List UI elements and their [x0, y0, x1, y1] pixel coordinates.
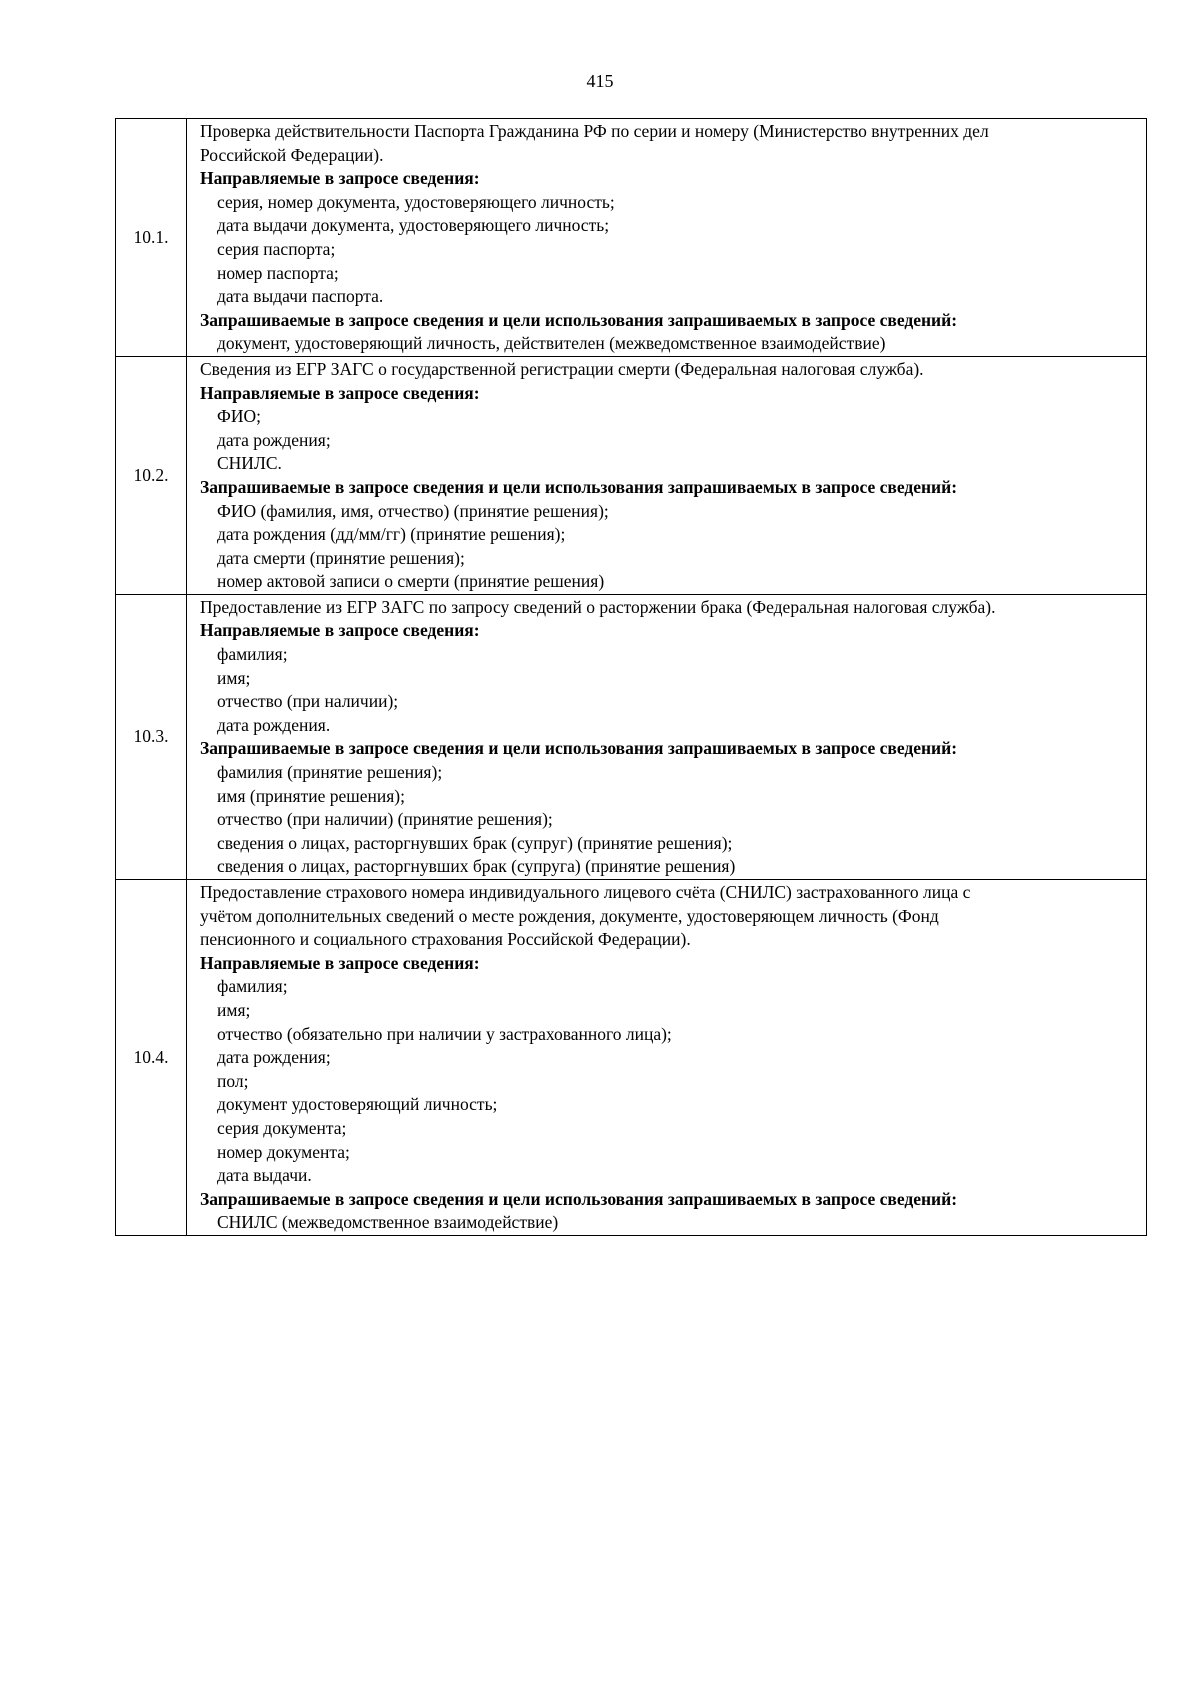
- sent-item: серия, номер документа, удостоверяющего личность;: [217, 191, 615, 212]
- sent-item: фамилия;: [217, 644, 288, 665]
- requested-item: документ, удостоверяющий личность, действителен (межведомственное взаимодействие): [217, 333, 886, 354]
- sent-item: фамилия;: [217, 976, 288, 997]
- row-number: 10.3.: [116, 594, 187, 879]
- requested-item: сведения о лицах, расторгнувших брак (супруга) (принятие решения): [217, 856, 736, 877]
- sent-item: дата выдачи документа, удостоверяющего личность;: [217, 215, 610, 236]
- requested-heading: Запрашиваемые в запросе сведения и цели использования запрашиваемых в запросе сведений:: [200, 476, 958, 497]
- requested-heading: Запрашиваемые в запросе сведения и цели использования запрашиваемых в запросе сведений:: [200, 1188, 958, 1209]
- sent-item: серия паспорта;: [217, 238, 336, 259]
- sent-item: серия документа;: [217, 1117, 347, 1138]
- requested-item: ФИО (фамилия, имя, отчество) (принятие решения);: [217, 500, 609, 521]
- row-number: 10.4.: [116, 880, 187, 1236]
- requested-heading: Запрашиваемые в запросе сведения и цели использования запрашиваемых в запросе сведений:: [200, 309, 958, 330]
- sent-item: дата рождения;: [217, 1047, 331, 1068]
- page-number: 415: [586, 71, 614, 91]
- sent-item: документ удостоверяющий личность;: [217, 1094, 498, 1115]
- requests-table: [115, 118, 1147, 1236]
- row-title-line: Предоставление из ЕГР ЗАГС по запросу сведений о расторжении брака (Федеральная налоговая служба).: [200, 596, 996, 617]
- row-title-line: пенсионного и социального страхования Российской Федерации).: [200, 929, 691, 950]
- row-content: [187, 594, 1147, 879]
- sent-item: имя;: [217, 667, 251, 688]
- requested-item: дата смерти (принятие решения);: [217, 547, 465, 568]
- requested-item: сведения о лицах, расторгнувших брак (супруг) (принятие решения);: [217, 832, 733, 853]
- sent-heading: Направляемые в запросе сведения:: [200, 382, 480, 403]
- row-number: 10.2.: [116, 356, 187, 594]
- sent-item: дата рождения.: [217, 714, 331, 735]
- row-title-line: Российской Федерации).: [200, 144, 384, 165]
- table-row: [116, 594, 1147, 879]
- sent-item: дата выдачи паспорта.: [217, 286, 384, 307]
- row-title-line: Сведения из ЕГР ЗАГС о государственной регистрации смерти (Федеральная налоговая служба).: [200, 358, 924, 379]
- sent-item: ФИО;: [217, 406, 261, 427]
- sent-item: СНИЛС.: [217, 453, 282, 474]
- sent-item: пол;: [217, 1070, 249, 1091]
- sent-item: номер документа;: [217, 1141, 350, 1162]
- sent-item: дата выдачи.: [217, 1165, 312, 1186]
- sent-item: имя;: [217, 999, 251, 1020]
- requested-item: имя (принятие решения);: [217, 785, 405, 806]
- requested-item: дата рождения (дд/мм/гг) (принятие решения);: [217, 524, 566, 545]
- sent-item: дата рождения;: [217, 429, 331, 450]
- row-title-line: учётом дополнительных сведений о месте рождения, документе, удостоверяющем личность (Фонд: [200, 905, 939, 926]
- sent-heading: Направляемые в запросе сведения:: [200, 168, 480, 189]
- sent-heading: Направляемые в запросе сведения:: [200, 952, 480, 973]
- requested-item: номер актовой записи о смерти (принятие решения): [217, 571, 605, 592]
- requested-heading: Запрашиваемые в запросе сведения и цели использования запрашиваемых в запросе сведений:: [200, 738, 958, 759]
- sent-item: номер паспорта;: [217, 262, 339, 283]
- row-content: [187, 356, 1147, 594]
- requested-item: СНИЛС (межведомственное взаимодействие): [217, 1212, 559, 1233]
- row-content: [187, 880, 1147, 1236]
- row-title-line: Проверка действительности Паспорта Гражданина РФ по серии и номеру (Министерство внутренних дел: [200, 121, 989, 141]
- sent-item: отчество (при наличии);: [217, 691, 399, 712]
- row-title-line: Предоставление страхового номера индивидуального лицевого счёта (СНИЛС) застрахованного лица с: [200, 882, 971, 902]
- table-row: [116, 356, 1147, 594]
- sent-item: отчество (обязательно при наличии у застрахованного лица);: [217, 1023, 672, 1044]
- row-content: [187, 119, 1147, 357]
- table-row: [116, 119, 1147, 357]
- requests-table-body: [116, 119, 1147, 1236]
- requested-item: отчество (при наличии) (принятие решения);: [217, 809, 553, 830]
- row-number: 10.1.: [116, 119, 187, 357]
- requested-item: фамилия (принятие решения);: [217, 762, 443, 783]
- table-row: [116, 880, 1147, 1236]
- sent-heading: Направляемые в запросе сведения:: [200, 620, 480, 641]
